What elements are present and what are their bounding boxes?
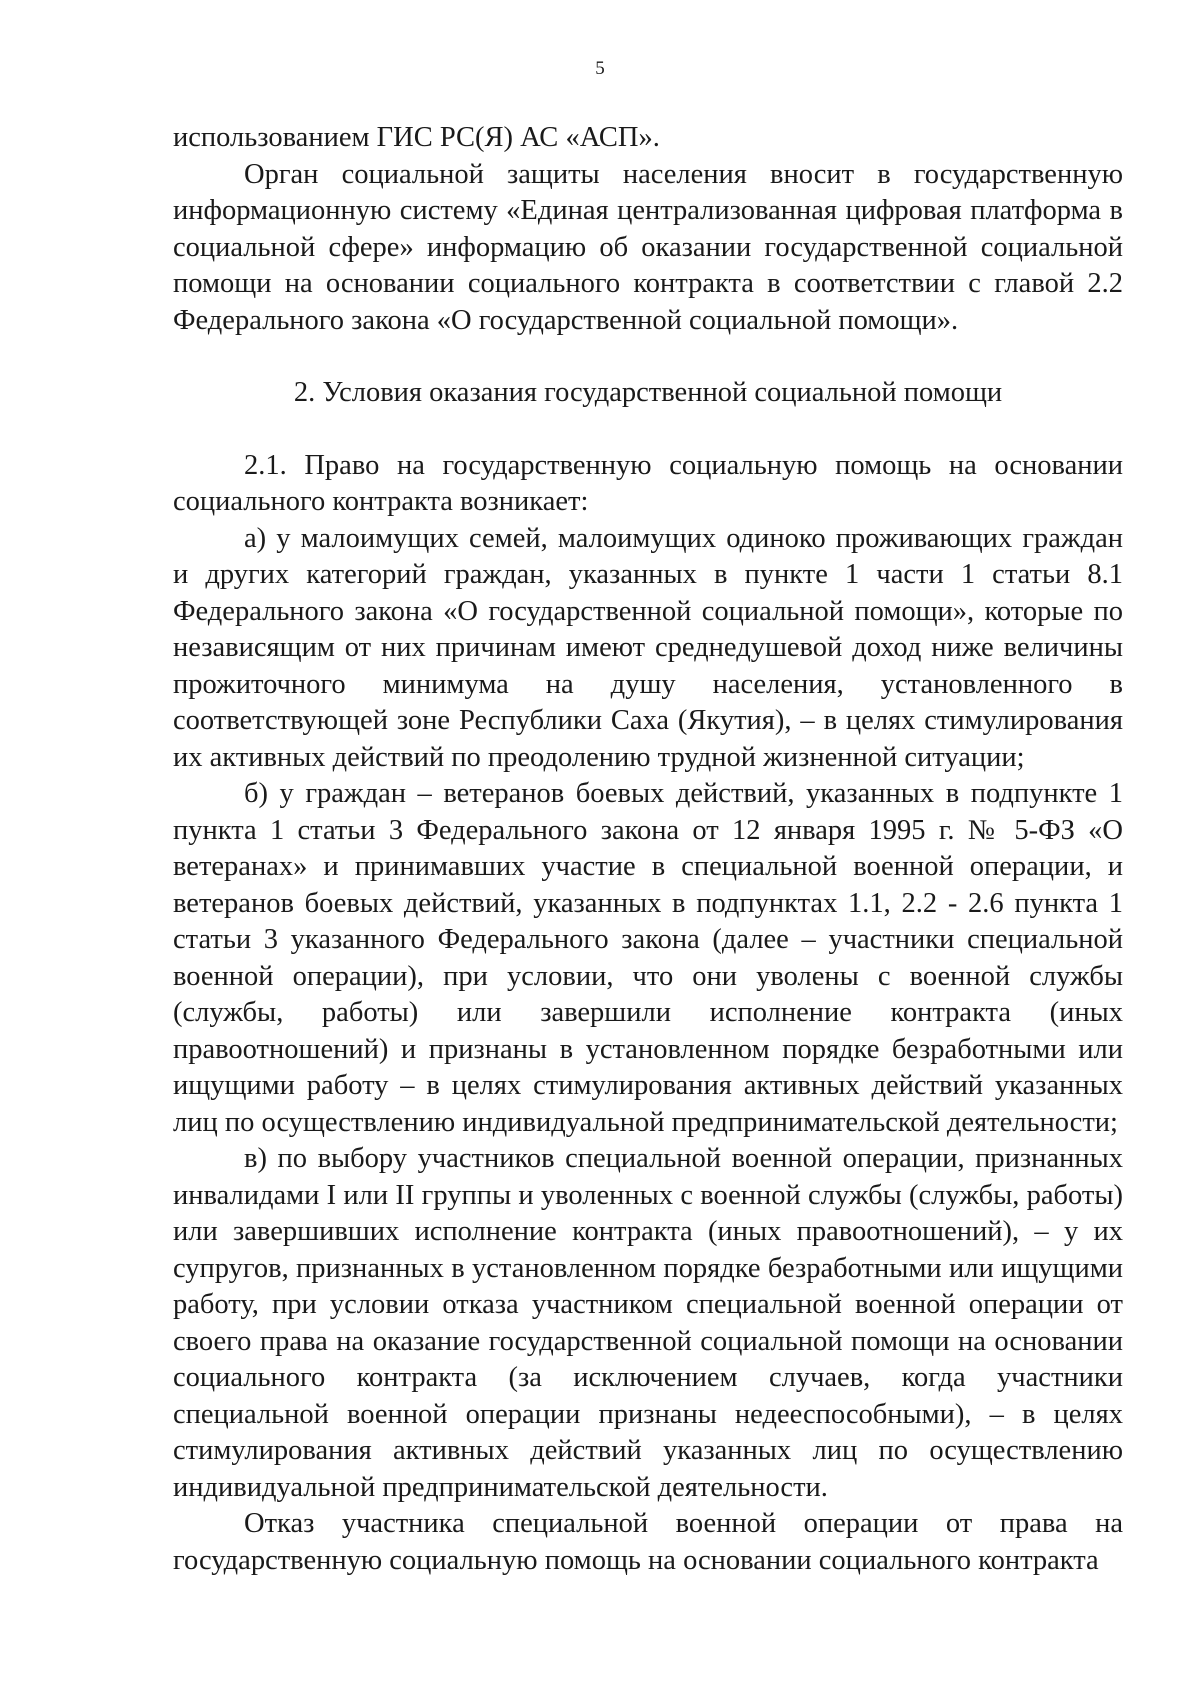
paragraph-social-protection-body: Орган социальной защиты населения вносит в государственную информационную систему «Единая централизованная цифровая платформа в социальной сфере» информацию об оказании государственной социальной помощи на основании социального контракта в соответствии с главой 2.2 Федерального закона «О государственной социальной помощи». bbox=[173, 158, 1123, 336]
paragraph-item-b: б) у граждан – ветеранов боевых действий, указанных в подпункте 1 пункта 1 статьи 3 Федерального закона от 12 января 1995 г. № 5-ФЗ «О ветеранах» и принимавших участие в специальной военной операции, и ветеранов боевых действий, указанных в подпунктах 1.1, 2.2 - 2.6 пункта 1 статьи 3 указанного Федерального закона (далее – участники специальной военной операции), при условии, что они уволены с военной службы (службы, работы) или завершили исполнение контракта (иных правоотношений) и признаны в установленном порядке безработными или ищущими работу – в целях стимулирования активных действий указанных лиц по осуществлению индивидуальной предпринимательской деятельности; bbox=[173, 778, 1123, 1138]
document-body bbox=[173, 120, 1123, 1579]
paragraph-continuation: использованием ГИС РС(Я) АС «АСП». bbox=[173, 122, 660, 153]
paragraph-refusal: Отказ участника специальной военной операции от права на государственную социальную помощь на основании социального контракта bbox=[173, 1508, 1123, 1576]
section-heading: 2. Условия оказания государственной социальной помощи bbox=[293, 377, 1003, 408]
page-number: 5 bbox=[595, 58, 605, 79]
paragraph-2-1: 2.1. Право на государственную социальную помощь на основании социального контракта возникает: bbox=[173, 449, 1123, 517]
paragraph-item-a: а) у малоимущих семей, малоимущих одиноко проживающих граждан и других категорий граждан, указанных в пункте 1 части 1 статьи 8.1 Федерального закона «О государственной социальной помощи», которые по независящим от них причинам имеют среднедушевой доход ниже величины прожиточного минимума на душу населения, установленного в соответствующей зоне Республики Саха (Якутия), – в целях стимулирования их активных действий по преодолению трудной жизненной ситуации; bbox=[173, 522, 1123, 773]
paragraph-item-v: в) по выбору участников специальной военной операции, признанных инвалидами I или II группы и уволенных с военной службы (службы, работы) или завершивших исполнение контракта (иных правоотношений), – у их супругов, признанных в установленном порядке безработными или ищущими работу, при условии отказа участником специальной военной операции от своего права на оказание государственной социальной помощи на основании социального контракта (за исключением случаев, когда участники специальной военной операции признаны недееспособными), – в целях стимулирования активных действий указанных лиц по осуществлению индивидуальной предпринимательской деятельности. bbox=[173, 1143, 1123, 1503]
